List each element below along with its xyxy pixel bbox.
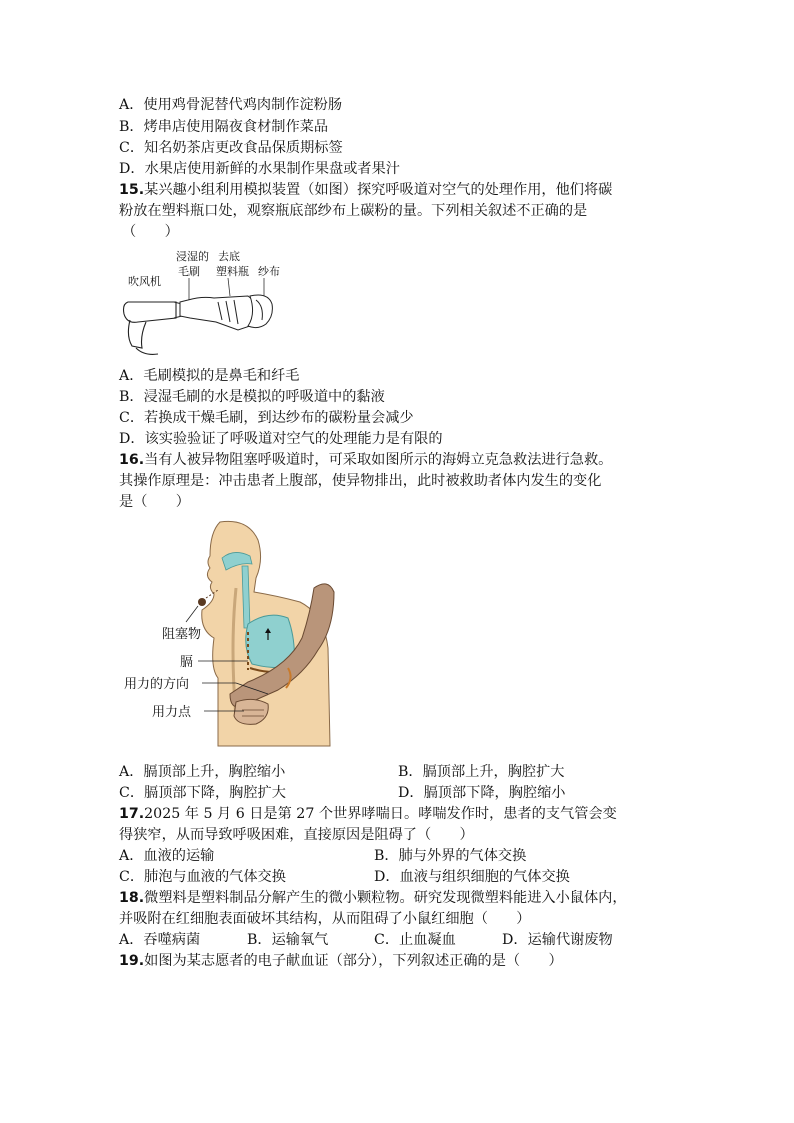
q15-label-dryer: 吹风机 [128,275,161,288]
q18-number: 18. [119,890,145,906]
q15-stem-line3: （ ） [122,224,179,240]
bottle-drawing [180,296,258,330]
q15-label-bottle-2: 塑料瓶 [216,265,249,278]
q16-label-force-direction: 用力的方向 [124,677,190,692]
q16-option-a: A．膈顶部上升，胸腔缩小 [119,764,286,780]
q17-option-a: A．血液的运输 [119,848,215,864]
q16-option-c: C．膈顶部下降，胸腔扩大 [119,785,286,801]
q15-option-d: D．该实验验证了呼吸道对空气的处理能力是有限的 [119,431,443,447]
q14-option-b: B．烤串店使用隔夜食材制作菜品 [119,119,329,135]
q16-option-d: D．膈顶部下降，胸腔缩小 [398,785,566,801]
q16-heimlich-figure [118,518,338,750]
q15-label-gauze: 纱布 [258,265,280,278]
q15-label-wet-2: 毛刷 [178,265,200,278]
q15-option-c: C．若换成干燥毛刷，到达纱布的碳粉量会减少 [119,410,414,426]
q19-number: 19. [119,953,145,969]
q18-option-d: D．运输代谢废物 [502,932,613,948]
q16-label-obstruction: 阻塞物 [162,627,202,642]
q18-option-c: C．止血凝血 [374,932,456,948]
q16-stem-line2: 其操作原理是：冲击患者上腹部，使异物排出，此时被救助者体内发生的变化 [119,473,602,489]
q16-option-b: B．膈顶部上升，胸腔扩大 [398,764,565,780]
q16-label-diaphragm: 膈 [180,655,194,670]
q18-stem-line2: 并吸附在红细胞表面破坏其结构，从而阻碍了小鼠红细胞（ ） [119,911,531,927]
q14-option-c: C．知名奶茶店更改食品保质期标签 [119,140,343,156]
q19-stem-line1: 19.如图为某志愿者的电子献血证（部分），下列叙述正确的是（ ） [119,953,563,969]
q16-stem-line1: 16.当有人被异物阻塞呼吸道时，可采取如图所示的海姆立克急救法进行急救。 [119,452,613,468]
q15-label-bottle-1: 去底 [218,250,240,263]
q15-stem-line2: 粉放在塑料瓶口处，观察瓶底部纱布上碳粉的量。下列相关叙述不正确的是 [119,203,588,219]
q17-option-b: B．肺与外界的气体交换 [374,848,527,864]
q15-label-wet-1: 浸湿的 [176,250,209,263]
q15-option-a: A．毛刷模拟的是鼻毛和纤毛 [119,368,300,384]
q15-stem-line1: 15.某兴趣小组利用模拟装置（如图）探究呼吸道对空气的处理作用，他们将碳 [119,182,613,198]
q15-apparatus-figure [118,244,288,359]
q17-option-d: D．血液与组织细胞的气体交换 [374,869,570,885]
q16-stem-line3: 是（ ） [119,494,190,510]
q17-option-c: C．肺泡与血液的气体交换 [119,869,286,885]
q16-label-force-point: 用力点 [152,705,192,720]
q14-option-a: A．使用鸡骨泥替代鸡肉制作淀粉肠 [119,97,343,113]
q18-option-a: A．吞噬病菌 [119,932,201,948]
q16-number: 16. [119,452,145,468]
q15-number: 15. [119,182,145,198]
q18-stem-line1: 18.微塑料是塑料制品分解产生的微小颗粒物。研究发现微塑料能进入小鼠体内， [119,890,627,906]
hair-dryer-drawing [124,302,183,354]
q18-option-b: B．运输氧气 [247,932,329,948]
q17-number: 17. [119,806,145,822]
q15-option-b: B．浸湿毛刷的水是模拟的呼吸道中的黏液 [119,389,385,405]
q17-stem-line1: 17.2025 年 5 月 6 日是第 27 个世界哮喘日。哮喘发作时，患者的支气管会变 [119,806,617,822]
q14-option-d: D．水果店使用新鲜的水果制作果盘或者果汁 [119,161,400,177]
q17-stem-line2: 得狭窄，从而导致呼吸困难，直接原因是阻碍了（ ） [119,827,474,843]
